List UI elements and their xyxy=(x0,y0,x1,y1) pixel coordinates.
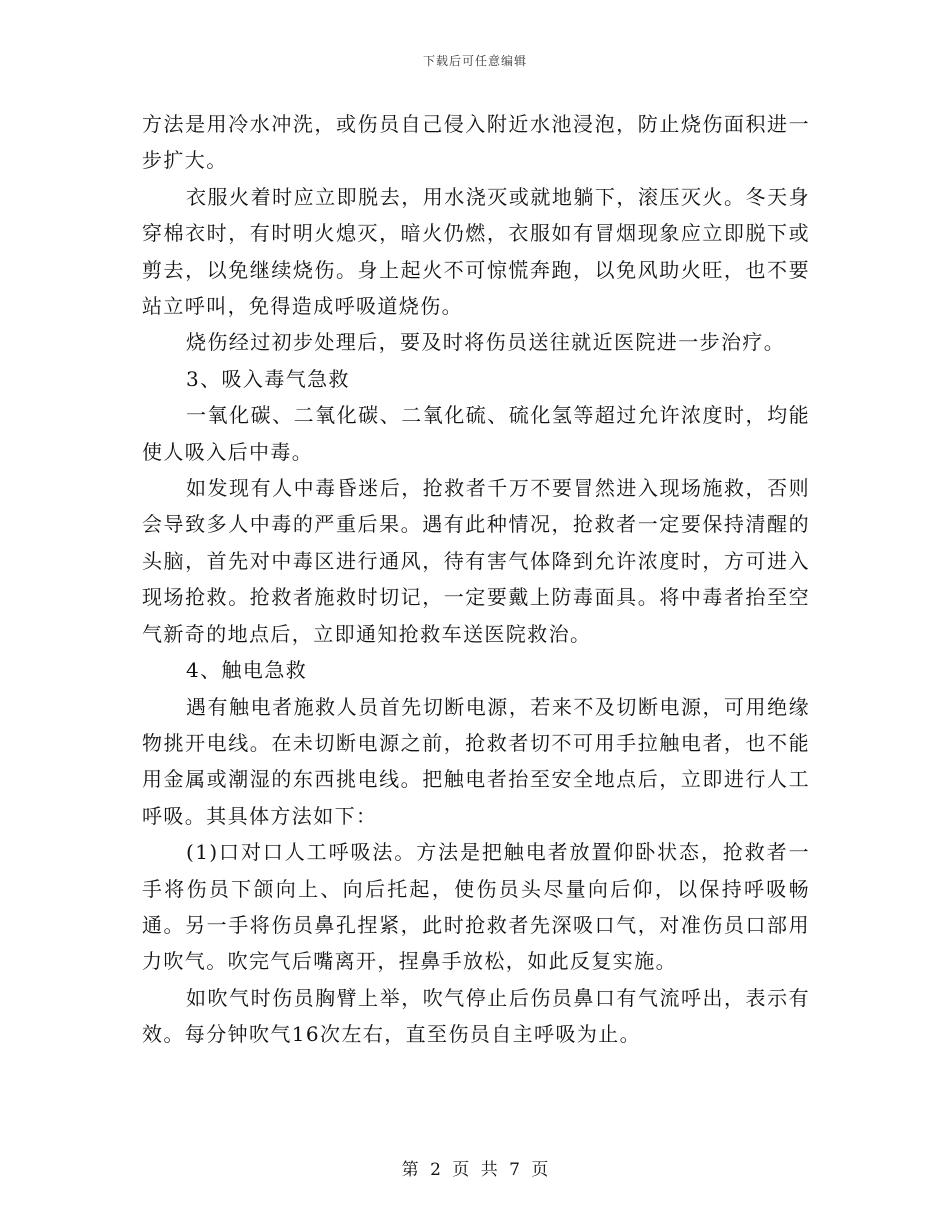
document-body xyxy=(142,106,810,1053)
page-footer: 第 2 页 共 7 页 xyxy=(401,1160,549,1180)
paragraph: 方法是用冷水冲洗，或伤员自己侵入附近水池浸泡，防止烧伤面积进一步扩大。 xyxy=(142,112,810,173)
paragraph: 遇有触电者施救人员首先切断电源，若来不及切断电源，可用绝缘物挑开电线。在未切断电源之前，抢救者切不可用手拉触电者，也不能用金属或潮湿的东西挑电线。把触电者抬至安全地点后，立即进行人工呼吸。其具体方法如下： xyxy=(142,694,810,828)
page-header: 下载后可任意编辑 xyxy=(422,54,527,68)
section-heading: 3、吸入毒气急救 xyxy=(186,366,350,391)
paragraph: 如发现有人中毒昏迷后，抢救者千万不要冒然进入现场施救，否则会导致多人中毒的严重后果。遇有此种情况，抢救者一定要保持清醒的头脑，首先对中毒区进行通风，待有害气体降到允许浓度时，方可进入现场抢救。抢救者施救时切记，一定要戴上防毒面具。将中毒者抬至空气新奇的地点后，立即通知抢救车送医院救治。 xyxy=(142,476,810,646)
paragraph: 一氧化碳、二氧化碳、二氧化硫、硫化氢等超过允许浓度时，均能使人吸入后中毒。 xyxy=(142,403,810,464)
paragraph: (1)口对口人工呼吸法。方法是把触电者放置仰卧状态，抢救者一手将伤员下颌向上、向后托起，使伤员头尽量向后仰，以保持呼吸畅通。另一手将伤员鼻孔捏紧，此时抢救者先深吸口气，对准伤员口部用力吹气。吹完气后嘴离开，捏鼻手放松，如此反复实施。 xyxy=(142,840,810,974)
section-heading: 4、触电急救 xyxy=(186,658,308,683)
paragraph: 烧伤经过初步处理后，要及时将伤员送往就近医院进一步治疗。 xyxy=(186,330,786,355)
paragraph: 如吹气时伤员胸臂上举，吹气停止后伤员鼻口有气流呼出，表示有效。每分钟吹气16次左右，直至伤员自主呼吸为止。 xyxy=(142,985,810,1047)
paragraph: 衣服火着时应立即脱去，用水浇灭或就地躺下，滚压灭火。冬天身穿棉衣时，有时明火熄灭，暗火仍燃，衣服如有冒烟现象应立即脱下或剪去，以免继续烧伤。身上起火不可惊慌奔跑，以免风助火旺，也不要站立呼叫，免得造成呼吸道烧伤。 xyxy=(142,184,810,319)
